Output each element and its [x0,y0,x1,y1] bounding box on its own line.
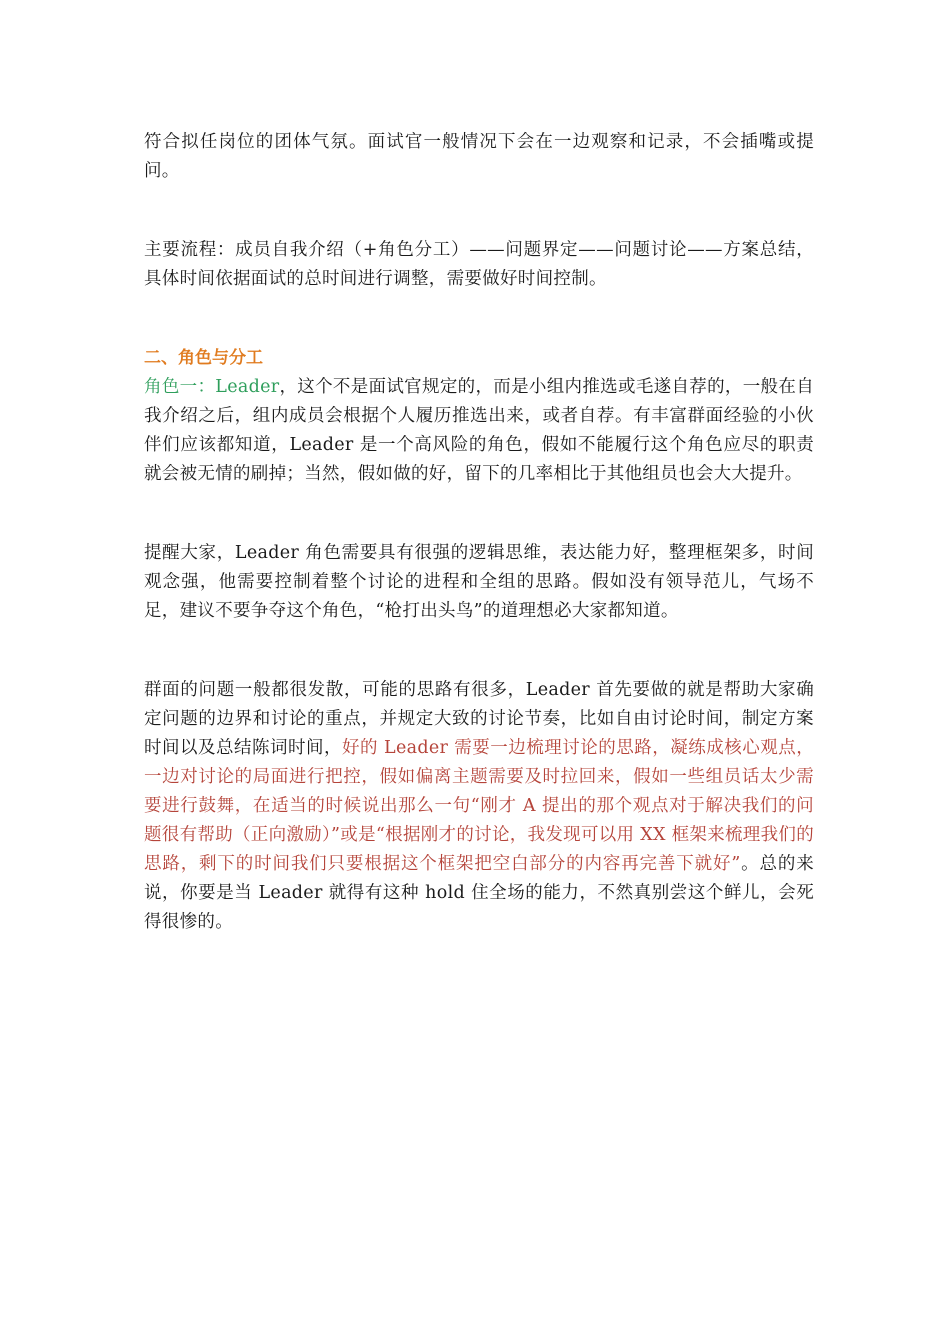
leader-duties-conclusion: 。总的来说，你要是当 Leader 就得有这种 hold 住全场的能力，不然真别尝这个鲜儿，会死得很惨的。 [144,854,815,932]
paragraph-atmosphere: 符合拟任岗位的团体气氛。面试官一般情况下会在一边观察和记录，不会插嘴或提问。 [144,132,814,181]
paragraph-spacer [144,626,814,676]
paragraph-role-leader [144,373,814,489]
paragraph-leader-reminder: 提醒大家，Leader 角色需要具有很强的逻辑思维，表达能力好，整理框架多，时间观念强，他需要控制着整个讨论的进程和全组的思路。假如没有领导范儿，气场不足，建议不要争夺这个角色，“枪打出头鸟”的道理想必大家都知道。 [144,543,814,621]
section-heading-roles: 二、角色与分工 [144,348,263,368]
leader-duties-intro: 群面的问题一般都很发散，可能的思路有很多，Leader 首先要做的就是帮助大家确定问题的边界和讨论的重点，并规定大致的讨论节奏，比如自由讨论时间，制定方案时间以及总结陈词时间， [144,680,814,758]
document-page [144,128,814,937]
paragraph-main-process: 主要流程：成员自我介绍（+角色分工）——问题界定——问题讨论——方案总结，具体时间依据面试的总时间进行调整，需要做好时间控制。 [144,240,814,289]
paragraph-spacer [144,294,814,344]
role-label-leader: 角色一：Leader [144,377,280,397]
paragraph-spacer [144,186,814,236]
paragraph-leader-duties [144,676,814,937]
paragraph-spacer [144,489,814,539]
leader-duties-emphasis: 好的 Leader 需要一边梳理讨论的思路，凝练成核心观点，一边对讨论的局面进行把控，假如偏离主题需要及时拉回来，假如一些组员话太少需要进行鼓舞，在适当的时候说出那么一句“刚才 A 提出的那个观点对于解决我们的问题很有帮助（正向激励）”或是“根据刚才的讨论，我发现可以用 XX 框架来梳理我们的思路，剩下的时间我们只要根据这个框架把空白部分的内容再完善下就好” [144,738,814,874]
role-leader-description: ，这个不是面试官规定的，而是小组内推选或毛遂自荐的，一般在自我介绍之后，组内成员会根据个人履历推选出来，或者自荐。有丰富群面经验的小伙伴们应该都知道，Leader 是一个高风险的角色，假如不能履行这个角色应尽的职责就会被无情的刷掉；当然，假如做的好，留下的几率相比于其他组员也会大大提升。 [144,377,814,484]
